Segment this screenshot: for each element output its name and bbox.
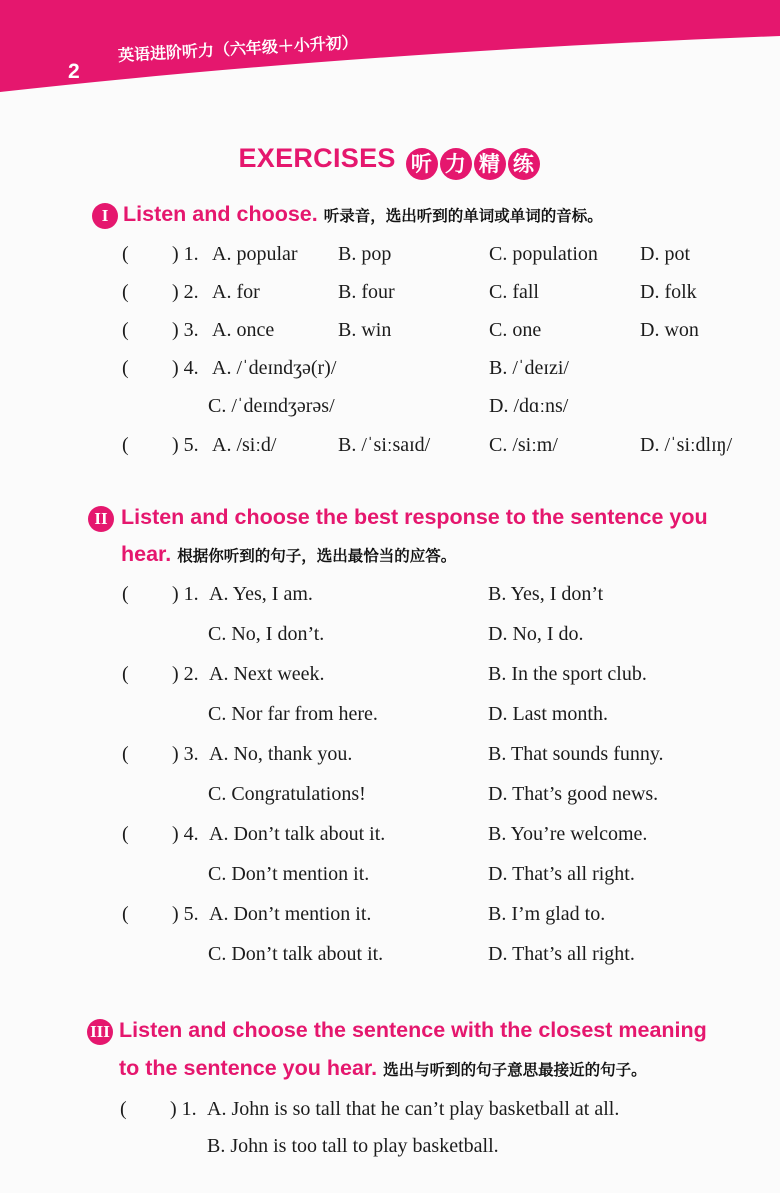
option-c: C. Congratulations!	[208, 783, 366, 805]
book-title: 英语进阶听力（六年级＋小升初）	[117, 32, 359, 65]
section-heading-text: Listen and choose the best response to the sentence you	[121, 505, 708, 529]
question-label: ) 5.	[172, 434, 199, 456]
option-b: B. pop	[338, 243, 392, 265]
section-heading-text: Listen and choose the sentence with the closest meaning	[119, 1018, 707, 1042]
answer-blank[interactable]: (	[122, 823, 129, 845]
section-heading-text: hear.	[121, 542, 172, 566]
option-c: C. No, I don’t.	[208, 623, 325, 645]
answer-blank[interactable]: (	[120, 1098, 127, 1120]
option-a: A. /ˈdeɪndʒə(r)/	[212, 357, 337, 379]
page-title-en: EXERCISES	[238, 143, 396, 173]
question-label: ) 2.	[172, 281, 199, 303]
answer-blank[interactable]: (	[122, 434, 129, 456]
option-c: C. /siːm/	[489, 434, 558, 456]
option-a: A. Don’t talk about it.	[209, 823, 386, 845]
section-heading-text: to the sentence you hear.	[119, 1056, 378, 1080]
answer-blank[interactable]: (	[122, 743, 129, 765]
section-heading	[119, 1012, 707, 1049]
option-d: D. No, I do.	[488, 623, 584, 645]
option-b: B. /ˈsiːsaɪd/	[338, 434, 431, 456]
question-label: ) 1.	[170, 1098, 197, 1120]
question-label: ) 4.	[172, 823, 199, 845]
question-label: ) 3.	[172, 743, 199, 765]
section-instruction: 听录音，选出听到的单词或单词的音标。	[323, 207, 603, 225]
option-a: A. for	[212, 281, 260, 303]
option-a: A. Yes, I am.	[209, 583, 313, 605]
page-title	[0, 143, 780, 180]
option-a: A. Next week.	[209, 663, 325, 685]
option-d: D. won	[640, 319, 699, 341]
section-heading	[121, 499, 708, 536]
section-heading-text: Listen and choose.	[123, 202, 318, 226]
answer-blank[interactable]: (	[122, 281, 129, 303]
option-c: C. one	[489, 319, 542, 341]
section-heading-cont	[121, 536, 456, 575]
answer-blank[interactable]: (	[122, 663, 129, 685]
option-b: B. You’re welcome.	[488, 823, 648, 845]
option-a: A. once	[212, 319, 275, 341]
option-c: C. fall	[489, 281, 539, 303]
option-c: C. Don’t talk about it.	[208, 943, 384, 965]
answer-blank[interactable]: (	[122, 357, 129, 379]
title-char: 练	[508, 148, 540, 180]
option-c: C. Don’t mention it.	[208, 863, 370, 885]
option-d: D. pot	[640, 243, 690, 265]
option-d: D. /dɑːns/	[489, 395, 569, 417]
question-label: ) 5.	[172, 903, 199, 925]
section-number: I	[92, 203, 118, 229]
question-label: ) 1.	[172, 583, 199, 605]
option-b: B. In the sport club.	[488, 663, 647, 685]
option-b: B. win	[338, 319, 392, 341]
question-label: ) 2.	[172, 663, 199, 685]
option-d: D. /ˈsiːdlɪŋ/	[640, 434, 733, 456]
section-instruction: 选出与听到的句子意思最接近的句子。	[383, 1061, 647, 1079]
section-instruction: 根据你听到的句子，选出最恰当的应答。	[177, 547, 457, 565]
option-c: C. /ˈdeɪndʒərəs/	[208, 395, 335, 417]
option-a: A. /siːd/	[212, 434, 277, 456]
option-b: B. /ˈdeɪzi/	[489, 357, 569, 379]
question-label: ) 4.	[172, 357, 199, 379]
question-label: ) 3.	[172, 319, 199, 341]
option-b: B. I’m glad to.	[488, 903, 606, 925]
title-char: 精	[474, 148, 506, 180]
section-heading-cont	[119, 1050, 647, 1089]
option-d: D. folk	[640, 281, 697, 303]
option-d: D. That’s good news.	[488, 783, 659, 805]
answer-blank[interactable]: (	[122, 903, 129, 925]
page-title-cn	[406, 147, 542, 180]
option-b: B. That sounds funny.	[488, 743, 664, 765]
section-number: II	[88, 506, 114, 532]
option-d: D. That’s all right.	[488, 863, 635, 885]
answer-blank[interactable]: (	[122, 319, 129, 341]
option-b: B. four	[338, 281, 395, 303]
title-char: 听	[406, 148, 438, 180]
section-number: III	[87, 1019, 113, 1045]
option-a: A. No, thank you.	[209, 743, 353, 765]
option-a: A. Don’t mention it.	[209, 903, 372, 925]
answer-blank[interactable]: (	[122, 243, 129, 265]
option-c: C. Nor far from here.	[208, 703, 378, 725]
option-c: C. population	[489, 243, 598, 265]
answer-blank[interactable]: (	[122, 583, 129, 605]
option-d: D. That’s all right.	[488, 943, 635, 965]
question-label: ) 1.	[172, 243, 199, 265]
option-a: A. popular	[212, 243, 298, 265]
section-heading	[123, 196, 603, 235]
option-d: D. Last month.	[488, 703, 608, 725]
option-b: B. John is too tall to play basketball.	[207, 1135, 499, 1157]
title-char: 力	[440, 148, 472, 180]
option-a: A. John is so tall that he can’t play basketball at all.	[207, 1098, 620, 1120]
option-b: B. Yes, I don’t	[488, 583, 604, 605]
page-number: 2	[68, 60, 80, 83]
